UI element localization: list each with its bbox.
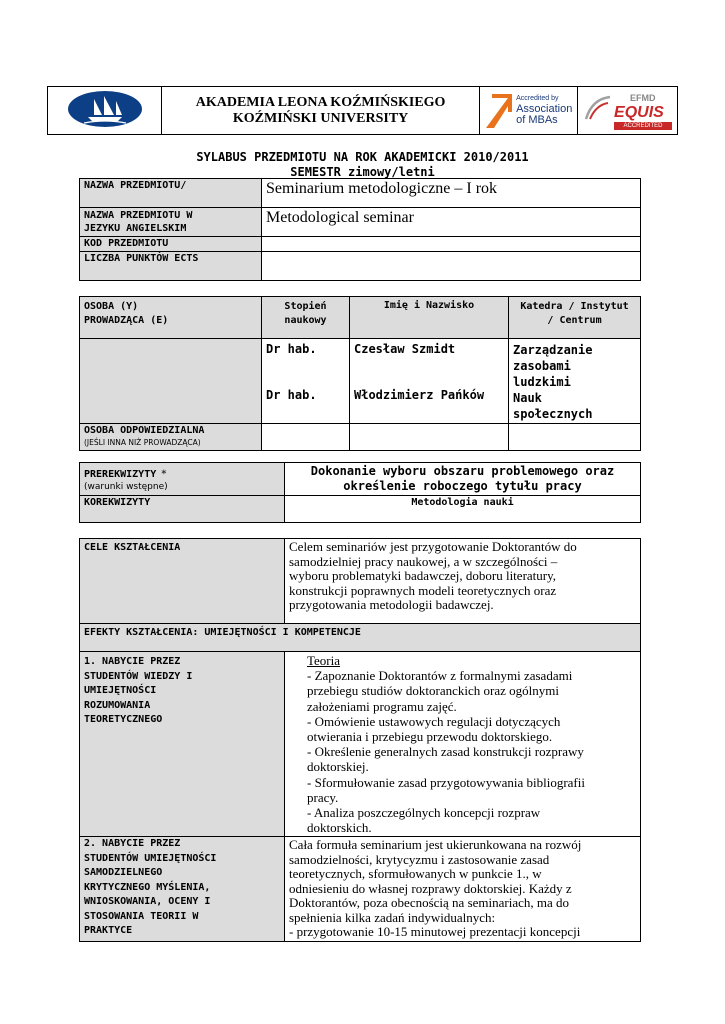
degree-1: Dr hab. <box>266 342 317 356</box>
amba-of-mbas: of MBAs <box>516 113 558 126</box>
course-name-label: NAZWA PRZEDMIOTU/ <box>80 179 262 208</box>
staff-dept-cell: Zarządzanie zasobami ludzkimi Nauk społecznych <box>509 339 641 424</box>
lecturer-2: Włodzimierz Pańków <box>354 388 485 402</box>
prereq-label-cell: PREREKWIZYTY * (warunki wstępne) <box>80 463 285 496</box>
responsible-dept <box>509 424 641 451</box>
university-logo-cell <box>48 87 162 135</box>
effect-1-text: Teoria - Zapoznanie Doktorantów z formalnymi zasadami przebiegu studiów doktoranckich oraz ogólnymi założeniami programu zajęć. - Omówienie ustawowych regulacji dotyczących otwierania i przebiegu przewodu doktorskiego. - Określenie generalnych zasad konstrukcji rozprawy doktorskiej. - Sformułowanie zasad przygotowywania bibliografii pracy. - Analiza poszczególnych koncepcji rozpraw doktorskich. <box>285 652 641 837</box>
course-table <box>79 178 641 281</box>
university-name-pl: AKADEMIA LEONA KOŹMIŃSKIEGO <box>195 94 446 110</box>
ship-logo-icon <box>66 89 144 129</box>
university-name-en: KOŹMIŃSKI UNIVERSITY <box>232 110 409 126</box>
semester-title: SEMESTR zimowy/letni <box>290 165 435 179</box>
responsible-name <box>350 424 509 451</box>
responsible-person-label: OSOBA ODPOWIEDZIALNA (JEŚLI INNA NIŻ PROWADZĄCA) <box>80 424 262 451</box>
equis-swoosh-icon <box>582 93 612 123</box>
staff-col-dept: Katedra / Instytut / Centrum <box>509 297 641 339</box>
staff-person-cell <box>80 339 262 424</box>
course-code-label: KOD PRZEDMIOTU <box>80 237 262 252</box>
ects-label: LICZBA PUNKTÓW ECTS <box>80 252 262 281</box>
goals-label: CELE KSZTAŁCENIA <box>80 539 285 624</box>
ects-value <box>262 252 641 281</box>
amba-logo-cell <box>480 87 578 135</box>
lecturer-1: Czesław Szmidt <box>354 342 456 356</box>
amba-accredited-by: Accredited by <box>516 94 559 102</box>
responsible-degree <box>262 424 350 451</box>
staff-table <box>79 296 641 451</box>
effect-2-text: Cała formuła seminarium jest ukierunkowana na rozwój samodzielności, krytycyzmu i zastosowanie zasad teoretycznych, sformułowanych w punkcie 1., w odniesieniu do własnej rozprawy doktorskiej. Każdy z Doktorantów, poza obecnością na seminariach, ma do spełnienia kilka zadań indywidualnych: - przygotowanie 10-15 minutowej prezentacji koncepcji <box>285 837 641 942</box>
equis-accredited-label: ACCREDITED <box>614 122 672 130</box>
staff-col-person: OSOBA (Y) PROWADZĄCA (E) <box>80 297 262 339</box>
university-name-cell <box>162 87 480 135</box>
equis-logo-cell <box>578 87 678 135</box>
amba-logo-icon <box>484 92 514 130</box>
course-name-value: Seminarium metodologiczne – I rok <box>262 179 641 208</box>
prereq-value: Dokonanie wyboru obszaru problemowego oraz określenie roboczego tytułu pracy <box>285 463 641 496</box>
staff-col-name: Imię i Nazwisko <box>350 297 509 339</box>
goals-text: Celem seminariów jest przygotowanie Doktorantów do samodzielniej pracy naukowej, a w szczególności – wyboru problematyki badawczej, doboru literatury, konstrukcji poprawnych modeli teoretycznych oraz przygotowania metodologii badawczej. <box>285 539 641 624</box>
staff-degree-cell <box>262 339 350 424</box>
course-name-en-value: Metodological seminar <box>262 208 641 237</box>
effect-1-heading: Teoria <box>307 653 341 668</box>
amba-association: Association <box>516 102 573 115</box>
header-table <box>47 86 678 135</box>
goals-table <box>79 538 641 942</box>
prereq-table <box>79 462 641 523</box>
degree-2: Dr hab. <box>266 388 317 402</box>
effect-1-label: 1. NABYCIE PRZEZ STUDENTÓW WIEDZY I UMIEJĘTNOŚCI ROZUMOWANIA TEORETYCZNEGO <box>80 652 285 837</box>
course-code-value <box>262 237 641 252</box>
syllabus-title: SYLABUS PRZEDMIOTU NA ROK AKADEMICKI 2010/2011 <box>196 150 529 164</box>
coreq-value: Metodologia nauki <box>285 496 641 523</box>
effects-header: EFEKTY KSZTAŁCENIA: UMIEJĘTNOŚCI I KOMPETENCJE <box>80 624 641 652</box>
efmd-label: EFMD <box>630 92 656 103</box>
coreq-label: KOREKWIZYTY <box>80 496 285 523</box>
staff-name-cell <box>350 339 509 424</box>
effect-2-label: 2. NABYCIE PRZEZ STUDENTÓW UMIEJĘTNOŚCI SAMODZIELNEGO KRYTYCZNEGO MYŚLENIA, WNIOSKOWANIA, OCENY I STOSOWANIA TEORII W PRAKTYCE <box>80 837 285 942</box>
course-name-en-label: NAZWA PRZEDMIOTU W JEZYKU ANGIELSKIM <box>80 208 262 237</box>
equis-label: EQUIS <box>614 103 664 121</box>
staff-col-degree: Stopień naukowy <box>262 297 350 339</box>
